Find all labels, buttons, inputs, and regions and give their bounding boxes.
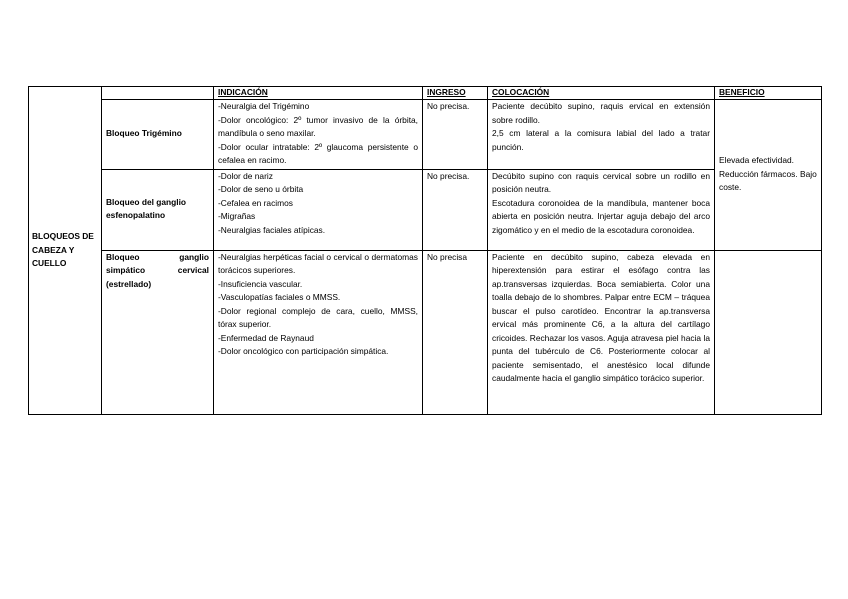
indicacion-cell xyxy=(214,250,423,414)
header-colocacion: COLOCACIÓN xyxy=(488,87,715,100)
indicacion-cell xyxy=(214,169,423,250)
header-beneficio: BENEFICIO xyxy=(715,87,822,100)
colocacion-cell xyxy=(488,169,715,250)
indicacion-line: -Dolor de nariz xyxy=(218,170,273,181)
colocacion-cell xyxy=(488,100,715,170)
blocks-table xyxy=(28,86,822,415)
colocacion-line: Decúbito supino con raquis cervical sobre un rodillo en posición neutra. xyxy=(492,170,710,194)
header-empty-group xyxy=(29,87,102,415)
ingreso-cell: No precisa. xyxy=(423,169,488,250)
indicacion-line: -Neuralgias faciales atípicas. xyxy=(218,224,326,235)
indicacion-line: -Neuralgia del Trigémino xyxy=(218,101,310,111)
header-indicacion: INDICACIÓN xyxy=(214,87,423,100)
ingreso-cell: No precisa. xyxy=(423,100,488,170)
indicacion-line: -Dolor regional complejo de cara, cuello, MMSS, tórax superior. xyxy=(218,305,418,329)
bloqueo-name: Bloqueo del ganglio esfenopalatino xyxy=(102,169,214,250)
indicacion-line: -Neuralgias herpéticas facial o cervical o dermatomas torácicos superiores. xyxy=(218,251,418,275)
table-row xyxy=(29,100,822,170)
colocacion-line: Paciente en decúbito supino, cabeza elevada en hiperextensión para estirar el esófago contra las ap.transversas izquierdas. Boca semiabierta. Color una toalla debajo de lo shombres. Palpar entre ECM – tráquea buscar el pulso carotídeo. Encontrar la ap.transversa ervical más prominente C6, a la altura del cartílago cricoides. Rechazar los vasos. Aguja atravesa piel hacia la punta del tubérculo de C6. Posteriormente colocar al paciente semisentado, el anestésico local difunde caudalmente hacia el ganglio simpático torácico superior. xyxy=(492,251,710,383)
header-row xyxy=(29,87,822,100)
indicacion-cell xyxy=(214,100,423,170)
header-empty-block xyxy=(102,87,214,100)
colocacion-line: Escotadura coronoidea de la mandíbula, mantener boca abierta en posición neutra. Injertar aguja debajo del arco zigomático y en el medio de la escotadura coronoidea. xyxy=(492,197,710,235)
beneficio-empty-cell xyxy=(715,250,822,414)
indicacion-line: -Dolor ocular intratable: 2º glaucoma persistente o cefalea en racimo. xyxy=(218,141,418,165)
indicacion-line: -Migrañas xyxy=(218,211,256,221)
table-row xyxy=(29,169,822,250)
header-ingreso: INGRESO xyxy=(423,87,488,100)
group-label: BLOQUEOS DE CABEZA Y CUELLO xyxy=(32,231,94,268)
indicacion-line: -Insuficiencia vascular. xyxy=(218,278,303,289)
indicacion-line: -Dolor oncológico: 2º tumor invasivo de la órbita, mandíbula o seno maxilar. xyxy=(218,114,418,138)
bloqueo-name: Bloqueo ganglio simpático cervical (estrellado) xyxy=(102,250,214,414)
indicacion-line: -Enfermedad de Raynaud xyxy=(218,332,314,343)
colocacion-line: Paciente decúbito supino, raquis ervical en extensión sobre rodillo. xyxy=(492,101,710,125)
table-row xyxy=(29,250,822,414)
indicacion-line: -Dolor de seno u órbita xyxy=(218,184,304,194)
colocacion-line: 2,5 cm lateral a la comisura labial del lado a tratar punción. xyxy=(492,128,710,152)
indicacion-line: -Vasculopatías faciales o MMSS. xyxy=(218,292,341,302)
bloqueo-name: Bloqueo Trigémino xyxy=(102,100,214,170)
colocacion-cell xyxy=(488,250,715,414)
beneficio-cell: Elevada efectividad. Reducción fármacos. Bajo coste. xyxy=(715,100,822,251)
ingreso-cell: No precisa xyxy=(423,250,488,414)
indicacion-line: -Cefalea en racimos xyxy=(218,197,293,208)
indicacion-line: -Dolor oncológico con participación simpática. xyxy=(218,346,389,356)
